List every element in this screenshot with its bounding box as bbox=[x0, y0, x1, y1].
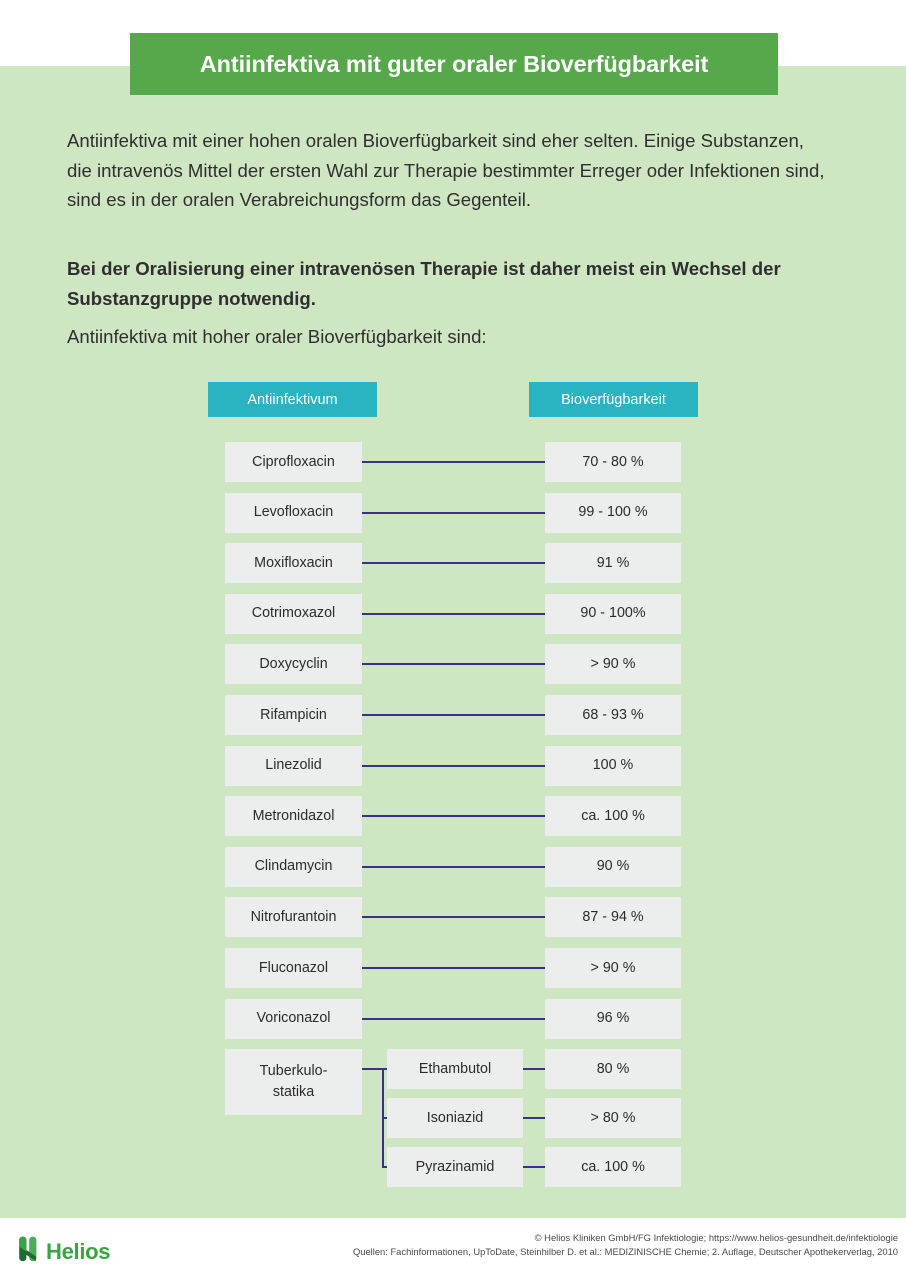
bioavailability-label: 70 - 80 % bbox=[582, 453, 644, 470]
table-row bbox=[225, 493, 362, 533]
bioavailability-label: ca. 100 % bbox=[581, 1158, 645, 1175]
group-label-line-2: statika bbox=[272, 1084, 315, 1101]
bioavailability-label: 68 - 93 % bbox=[582, 706, 644, 723]
page-background-band bbox=[0, 66, 906, 1218]
bioavailability-label: 96 % bbox=[596, 1010, 630, 1027]
bioavailability-label: > 90 % bbox=[590, 655, 636, 672]
table-row-value bbox=[545, 543, 681, 583]
bioavailability-label: 91 % bbox=[596, 554, 630, 571]
bioavailability-label: 90 - 100% bbox=[580, 605, 646, 622]
table-row bbox=[225, 796, 362, 836]
row-connector-line bbox=[362, 461, 545, 463]
intro-paragraph-2-bold: Bei der Oralisierung einer intravenösen Therapie ist daher meist ein Wechsel der Substanzgruppe notwendig. bbox=[67, 258, 781, 309]
row-connector-line bbox=[362, 1018, 545, 1020]
table-row bbox=[225, 999, 362, 1039]
substance-label: Doxycyclin bbox=[259, 655, 328, 672]
table-row bbox=[225, 594, 362, 634]
table-row-value bbox=[545, 897, 681, 937]
group-label-line-1: Tuberkulo- bbox=[259, 1063, 328, 1080]
column-header-label: Antiinfektivum bbox=[247, 391, 338, 408]
substance-label: Metronidazol bbox=[252, 807, 335, 824]
row-connector-line bbox=[362, 663, 545, 665]
table-row bbox=[225, 644, 362, 684]
substance-label: Clindamycin bbox=[254, 858, 333, 875]
table-row-value bbox=[545, 796, 681, 836]
table-row bbox=[225, 442, 362, 482]
column-header-antiinfektivum bbox=[208, 382, 377, 417]
helios-mark-icon bbox=[16, 1236, 40, 1267]
substance-label: Fluconazol bbox=[258, 959, 329, 976]
helios-wordmark: Helios bbox=[46, 1238, 111, 1264]
row-connector-line bbox=[362, 765, 545, 767]
bioavailability-label: 99 - 100 % bbox=[578, 504, 648, 521]
table-row bbox=[225, 746, 362, 786]
row-connector-line bbox=[362, 562, 545, 564]
row-connector-line bbox=[362, 916, 545, 918]
substance-label: Voriconazol bbox=[256, 1010, 331, 1027]
substance-label: Levofloxacin bbox=[253, 504, 334, 521]
bioavailability-label: 87 - 94 % bbox=[582, 908, 644, 925]
row-connector-line bbox=[523, 1117, 545, 1119]
bioavailability-label: 80 % bbox=[596, 1060, 630, 1077]
row-connector-line bbox=[362, 815, 545, 817]
intro-paragraph-1: Antiinfektiva mit einer hohen oralen Bioverfügbarkeit sind eher selten. Einige Substanzen, die intravenös Mittel der ersten Wahl zur Therapie bestimmter Erreger oder Infektionen sind, sind es in der oralen Verabreichungsform das Gegenteil. bbox=[67, 130, 825, 210]
source-line-1: © Helios Kliniken GmbH/FG Infektiologie; https://www.helios-gesundheit.de/infektiologie bbox=[534, 1232, 898, 1243]
substance-label: Linezolid bbox=[265, 757, 322, 774]
row-connector-line bbox=[523, 1068, 545, 1070]
substance-label: Moxifloxacin bbox=[254, 554, 333, 571]
table-row-value bbox=[545, 1147, 681, 1187]
bioavailability-label: 100 % bbox=[592, 757, 634, 774]
column-header-label: Bioverfügbarkeit bbox=[561, 391, 666, 408]
bioavailability-label: > 80 % bbox=[590, 1109, 636, 1126]
substance-label: Isoniazid bbox=[426, 1109, 484, 1126]
bioavailability-label: > 90 % bbox=[590, 959, 636, 976]
table-row-value bbox=[545, 644, 681, 684]
helios-logo bbox=[16, 1236, 110, 1267]
page-footer bbox=[0, 1218, 906, 1280]
substance-label: Ciprofloxacin bbox=[252, 453, 335, 470]
bioavailability-label: ca. 100 % bbox=[581, 807, 645, 824]
table-row bbox=[225, 847, 362, 887]
table-row-value bbox=[545, 594, 681, 634]
intro-paragraph-3: Antiinfektiva mit hoher oraler Bioverfügbarkeit sind: bbox=[67, 326, 487, 347]
table-row bbox=[387, 1147, 523, 1187]
table-row-value bbox=[545, 1049, 681, 1089]
row-connector-line bbox=[362, 714, 545, 716]
source-line-2: Quellen: Fachinformationen, UpToDate, Steinhilber D. et al.: MEDIZINISCHE Chemie; 2. Auflage, Deutscher Apothekerverlag, 2010 bbox=[352, 1245, 898, 1257]
table-row-value bbox=[545, 948, 681, 988]
table-row bbox=[225, 543, 362, 583]
table-row-value bbox=[545, 1098, 681, 1138]
table-row-value bbox=[545, 999, 681, 1039]
table-row bbox=[387, 1049, 523, 1089]
bioavailability-label: 90 % bbox=[596, 858, 630, 875]
row-connector-line bbox=[362, 866, 545, 868]
group-bracket-spine bbox=[382, 1068, 384, 1168]
table-row-value bbox=[545, 746, 681, 786]
table-row bbox=[225, 695, 362, 735]
table-row-value bbox=[545, 847, 681, 887]
table-row-value bbox=[545, 442, 681, 482]
page-title: Antiinfektiva mit guter oraler Bioverfügbarkeit bbox=[199, 50, 709, 77]
row-connector-line bbox=[362, 967, 545, 969]
title-banner bbox=[130, 33, 778, 95]
row-connector-line bbox=[362, 613, 545, 615]
table-row bbox=[225, 897, 362, 937]
table-row bbox=[387, 1098, 523, 1138]
substance-label: Pyrazinamid bbox=[415, 1158, 495, 1175]
table-row-group-tuberkulostatika bbox=[225, 1049, 362, 1115]
source-citation bbox=[353, 1231, 898, 1258]
substance-label: Rifampicin bbox=[260, 706, 327, 723]
row-connector-line bbox=[523, 1166, 545, 1168]
substance-label: Ethambutol bbox=[418, 1060, 492, 1077]
table-row-value bbox=[545, 493, 681, 533]
group-bracket-stub bbox=[362, 1068, 384, 1070]
table-row-value bbox=[545, 695, 681, 735]
substance-label: Cotrimoxazol bbox=[251, 605, 336, 622]
table-row bbox=[225, 948, 362, 988]
row-connector-line bbox=[362, 512, 545, 514]
substance-label: Nitrofurantoin bbox=[250, 908, 337, 925]
column-header-bioverfuegbarkeit bbox=[529, 382, 698, 417]
